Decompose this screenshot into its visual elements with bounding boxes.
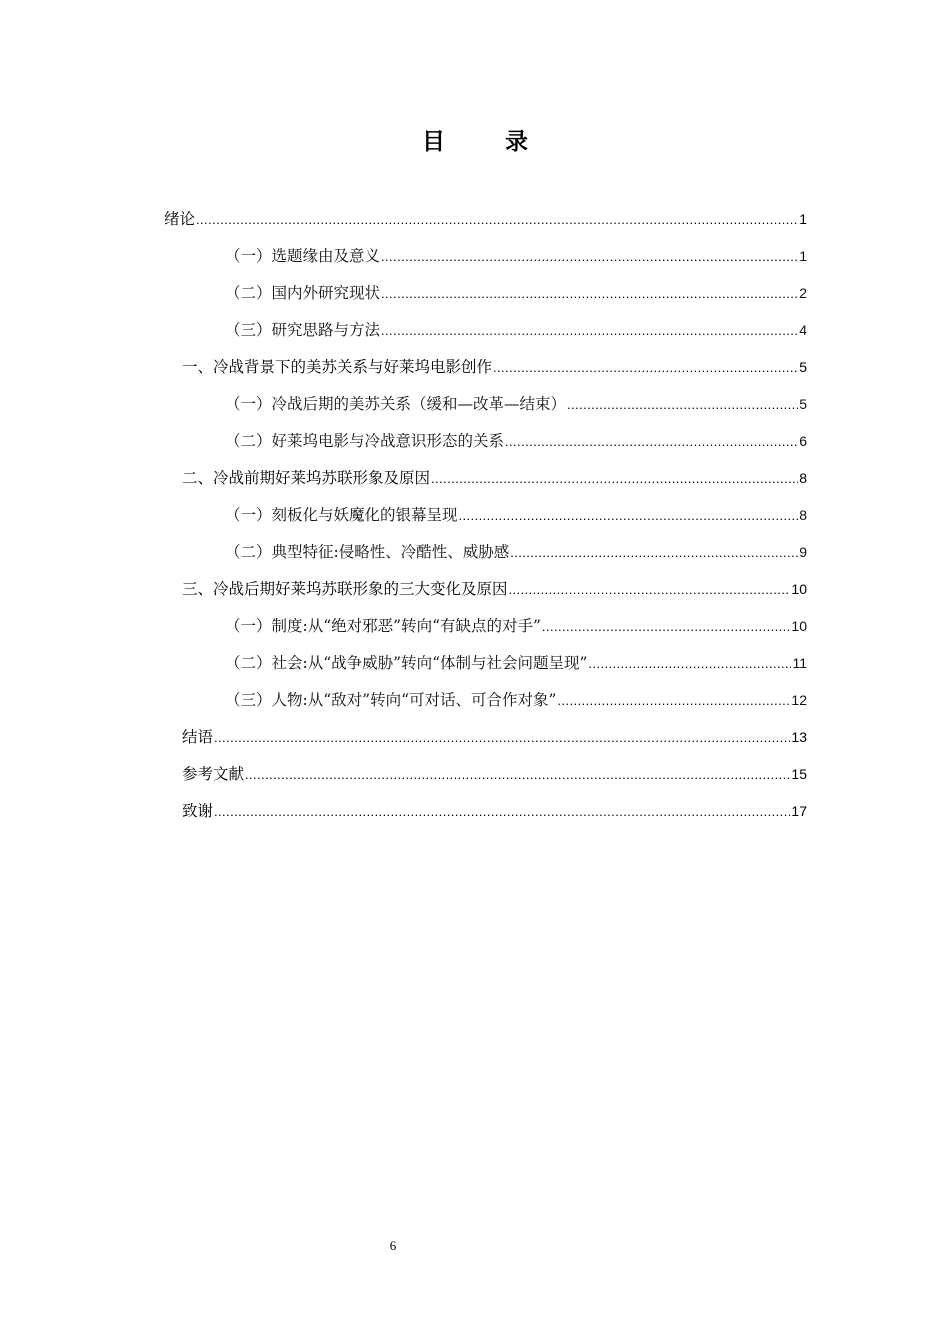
toc-entry-chapter-1-1[interactable] [225,385,807,422]
toc-entry-title: 结语 [182,727,214,746]
toc-page-number: 5 [799,395,807,412]
toc-entry-chapter-3-1[interactable] [225,607,807,644]
footer-page-number: 6 [389,1238,397,1253]
toc-leader-dots [431,466,798,489]
toc-entry-intro-3[interactable] [225,311,807,348]
toc-entry-title: （二）好莱坞电影与冷战意识形态的关系 [225,431,505,450]
toc-page-number: 12 [791,691,807,708]
toc-entry-title: 二、冷战前期好莱坞苏联形象及原因 [182,468,431,487]
toc-leader-dots [505,429,798,452]
toc-entry-title: （一）冷战后期的美苏关系（缓和—改革—结束） [225,394,567,413]
toc-entry-chapter-1[interactable] [182,348,807,385]
toc-entry-title: （一）制度:从“绝对邪恶”转向“有缺点的对手” [225,616,541,635]
toc-leader-dots [459,503,799,526]
toc-leader-dots [542,614,791,637]
toc-entry-chapter-3-2[interactable] [225,644,807,681]
toc-entry-intro-2[interactable] [225,274,807,311]
toc-leader-dots [588,651,791,674]
toc-leader-dots [245,762,790,785]
toc-leader-dots [214,799,790,822]
toc-entry-title: 参考文献 [182,764,245,783]
toc-leader-dots [381,244,798,267]
toc-leader-dots [510,540,798,563]
toc-entry-title: （二）典型特征:侵略性、冷酷性、威胁感 [225,542,510,561]
toc-page-number: 13 [791,728,807,745]
toc-page-number: 1 [799,210,807,227]
toc-entry-title: （三）研究思路与方法 [225,320,381,339]
toc-page-number: 9 [799,543,807,560]
toc-page-number: 8 [799,506,807,523]
toc-leader-dots [196,207,798,230]
toc-entry-title: 一、冷战背景下的美苏关系与好莱坞电影创作 [182,357,493,376]
toc-entry-references[interactable] [182,755,807,792]
toc-entry-chapter-2[interactable] [182,459,807,496]
toc-page-number: 5 [799,358,807,375]
toc-page-number: 10 [791,580,807,597]
toc-leader-dots [214,725,790,748]
toc-leader-dots [381,281,798,304]
toc-page-number: 10 [791,617,807,634]
toc-entry-chapter-2-1[interactable] [225,496,807,533]
toc-entry-title: （二）社会:从“战争威胁”转向“体制与社会问题呈现” [225,653,588,672]
toc-page-number: 15 [791,765,807,782]
toc-page-number: 6 [799,432,807,449]
toc-page-number: 17 [791,802,807,819]
toc-entry-title: （三）人物:从“敌对”转向“可对话、可合作对象” [225,690,557,709]
toc-leader-dots [557,688,790,711]
toc-page-number: 1 [799,247,807,264]
toc-leader-dots [493,355,798,378]
toc-page-number: 11 [792,654,807,671]
toc-entry-chapter-1-2[interactable] [225,422,807,459]
toc-entry-title: （二）国内外研究现状 [225,283,381,302]
toc-leader-dots [567,392,798,415]
toc-entry-conclusion[interactable] [182,718,807,755]
toc-page-number: 2 [799,284,807,301]
toc-entry-title: （一）刻板化与妖魔化的银幕呈现 [225,505,458,524]
toc-entry-intro-1[interactable] [225,237,807,274]
page-title: 目 录 [421,129,554,155]
toc-entry-chapter-3-3[interactable] [225,681,807,718]
toc-entry-title: 绪论 [164,209,196,228]
toc-entry-chapter-3[interactable] [182,570,807,607]
toc-entry-introduction[interactable] [164,200,807,237]
toc-entry-title: （一）选题缘由及意义 [225,246,381,265]
toc-entry-title: 致谢 [182,801,214,820]
toc-leader-dots [381,318,798,341]
toc-entry-title: 三、冷战后期好莱坞苏联形象的三大变化及原因 [182,579,508,598]
toc-entry-chapter-2-2[interactable] [225,533,807,570]
toc-leader-dots [509,577,791,600]
toc-page-number: 4 [799,321,807,338]
toc-entry-acknowledgements[interactable] [182,792,807,829]
toc-page-number: 8 [799,469,807,486]
